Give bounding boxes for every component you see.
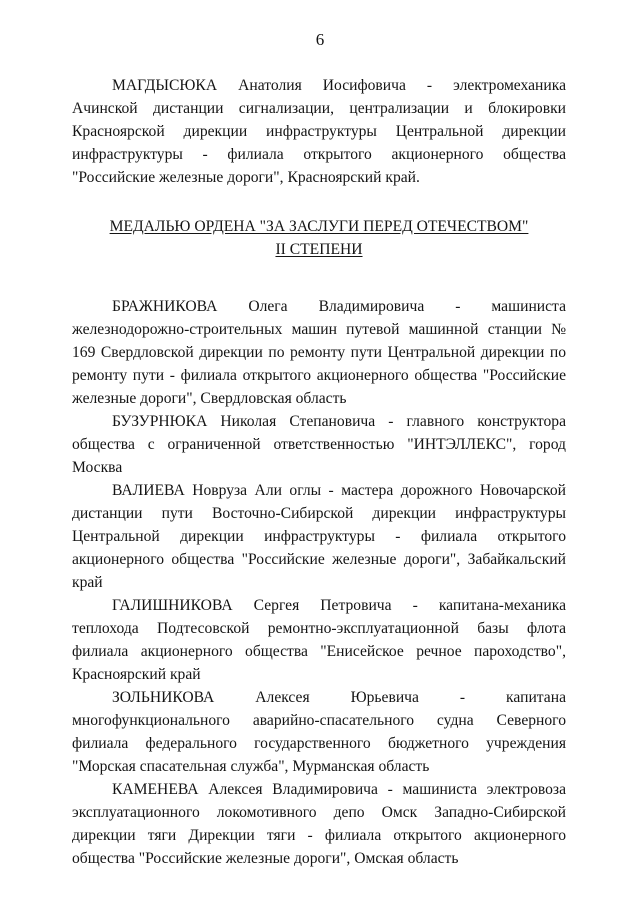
section-heading-line-2: II СТЕПЕНИ <box>275 241 363 258</box>
section-heading <box>72 215 566 261</box>
recipient-paragraph: БУЗУРНЮКА Николая Степановича - главного конструктора общества с ограниченной ответственностью "ИНТЭЛЛЕКС", город Москва <box>72 413 566 476</box>
page-number: 6 <box>315 30 325 49</box>
recipient-paragraph: ВАЛИЕВА Новруза Али оглы - мастера дорожного Новочарской дистанции пути Восточно-Сибирской дирекции инфраструктуры Центральной дирекции инфраструктуры - филиала открытого акционерного общества "Российские железные дороги", Забайкальский край <box>72 482 566 591</box>
recipient-paragraph: ЗОЛЬНИКОВА Алексея Юрьевича - капитана многофункционального аварийно-спасательного судна Северного филиала федерального государственного бюджетного учреждения "Морская спасательная служба", Мурманская область <box>72 689 566 775</box>
recipient-paragraph: БРАЖНИКОВА Олега Владимировича - машиниста железнодорожно-строительных машин путевой машинной станции № 169 Свердловской дирекции по ремонту пути Центральной дирекции по ремонту пути - филиала открытого акционерного общества "Российские железные дороги", Свердловская область <box>72 298 566 407</box>
recipient-paragraph: ГАЛИШНИКОВА Сергея Петровича - капитана-механика теплохода Подтесовской ремонтно-эксплуатационной базы флота филиала акционерного общества "Енисейское речное пароходство", Красноярский край <box>72 597 566 683</box>
document-body <box>72 74 566 870</box>
intro-paragraph: МАГДЫСЮКА Анатолия Иосифовича - электромеханика Ачинской дистанции сигнализации, централизации и блокировки Красноярской дирекции инфраструктуры Центральной дирекции инфраструктуры - филиала открытого акционерного общества "Российские железные дороги", Красноярский край. <box>72 77 566 186</box>
recipient-paragraph: КАМЕНЕВА Алексея Владимировича - машиниста электровоза эксплуатационного локомотивного депо Омск Западно-Сибирской дирекции тяги Дирекции тяги - филиала открытого акционерного общества "Российские железные дороги", Омская область <box>72 781 566 867</box>
section-heading-line-1: МЕДАЛЬЮ ОРДЕНА "ЗА ЗАСЛУГИ ПЕРЕД ОТЕЧЕСТВОМ" <box>109 218 529 235</box>
